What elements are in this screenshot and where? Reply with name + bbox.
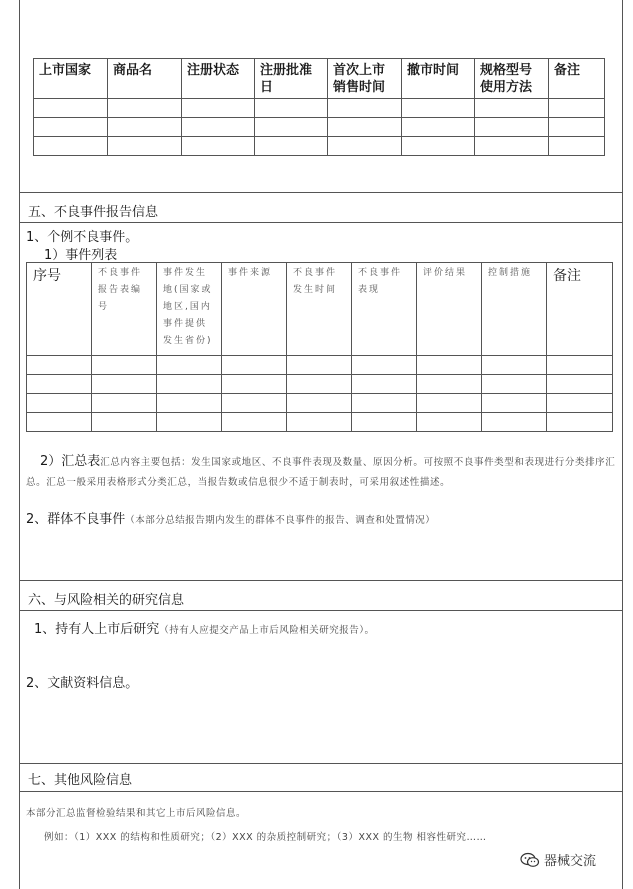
market-table-cell[interactable]	[549, 118, 605, 137]
events-table	[26, 262, 613, 432]
market-table-cell[interactable]	[182, 137, 255, 156]
market-table-cell[interactable]	[328, 99, 402, 118]
events-col-header: 不良事件报告表编号	[92, 263, 157, 356]
market-table-row	[34, 137, 605, 156]
market-col-header: 商品名	[108, 59, 182, 99]
watermark	[520, 850, 596, 869]
divider	[19, 763, 623, 764]
market-col-header: 备注	[549, 59, 605, 99]
events-table-cell[interactable]	[92, 375, 157, 394]
group-events	[26, 508, 435, 527]
market-table-row	[34, 99, 605, 118]
market-info-table	[33, 58, 605, 156]
market-table-cell[interactable]	[475, 99, 549, 118]
market-table-cell[interactable]	[108, 118, 182, 137]
events-col-header: 不良事件表现	[352, 263, 417, 356]
events-table-cell[interactable]	[547, 394, 613, 413]
market-table-cell[interactable]	[34, 137, 108, 156]
events-table-cell[interactable]	[417, 413, 482, 432]
market-table-cell[interactable]	[182, 99, 255, 118]
events-table-row	[27, 413, 613, 432]
events-table-cell[interactable]	[92, 413, 157, 432]
divider	[19, 222, 623, 223]
market-table-cell[interactable]	[108, 137, 182, 156]
market-col-header: 撤市时间	[402, 59, 475, 99]
events-table-row	[27, 375, 613, 394]
events-table-cell[interactable]	[482, 413, 547, 432]
market-table-cell[interactable]	[475, 118, 549, 137]
market-col-header: 注册状态	[182, 59, 255, 99]
events-table-header-row	[27, 263, 613, 356]
market-table-cell[interactable]	[255, 118, 328, 137]
summary-paragraph	[26, 452, 616, 493]
events-table-cell[interactable]	[222, 394, 287, 413]
market-table-row	[34, 118, 605, 137]
events-table-cell[interactable]	[157, 356, 222, 375]
summary-label: 2）汇总表	[40, 454, 101, 469]
events-table-cell[interactable]	[27, 413, 92, 432]
post-market-study	[34, 618, 375, 637]
events-table-cell[interactable]	[27, 356, 92, 375]
wechat-icon	[520, 852, 540, 868]
section7-desc: 本部分汇总监督检验结果和其它上市后风险信息。	[26, 808, 247, 819]
post-market-study-label: 1、持有人上市后研究	[34, 622, 160, 637]
market-table-cell[interactable]	[182, 118, 255, 137]
post-market-study-note: （持有人应提交产品上市后风险相关研究报告）。	[159, 625, 375, 636]
events-table-cell[interactable]	[287, 356, 352, 375]
events-table-cell[interactable]	[352, 375, 417, 394]
events-table-cell[interactable]	[157, 394, 222, 413]
market-table-cell[interactable]	[402, 99, 475, 118]
section5-title: 五、不良事件报告信息	[28, 205, 159, 220]
divider	[19, 791, 623, 792]
section7-title: 七、其他风险信息	[28, 773, 133, 788]
events-table-cell[interactable]	[482, 375, 547, 394]
events-col-header: 事件发生地(国家或地区,国内事件提供发生省份)	[157, 263, 222, 356]
market-table-cell[interactable]	[34, 118, 108, 137]
events-table-cell[interactable]	[417, 375, 482, 394]
section5-sub1: 1）事件列表	[44, 248, 118, 263]
market-table-cell[interactable]	[475, 137, 549, 156]
divider	[19, 610, 623, 611]
events-table-cell[interactable]	[547, 375, 613, 394]
events-col-header: 不良事件发生时间	[287, 263, 352, 356]
events-table-cell[interactable]	[352, 413, 417, 432]
events-table-row	[27, 394, 613, 413]
events-col-header: 备注	[547, 263, 613, 356]
literature-info: 2、文献资料信息。	[26, 676, 139, 691]
divider	[19, 580, 623, 581]
events-col-header: 事件来源	[222, 263, 287, 356]
section7-example: 例如：（1）XXX 的结构和性质研究；（2）XXX 的杂质控制研究；（3）XXX 的生物 相容性研究……	[44, 832, 487, 843]
events-table-cell[interactable]	[482, 356, 547, 375]
events-col-header: 评价结果	[417, 263, 482, 356]
market-col-header: 上市国家	[34, 59, 108, 99]
divider	[19, 192, 623, 193]
events-table-cell[interactable]	[352, 394, 417, 413]
market-table-header-row	[34, 59, 605, 99]
market-col-header: 注册批准日	[255, 59, 328, 99]
events-table-cell[interactable]	[222, 375, 287, 394]
events-table-cell[interactable]	[157, 375, 222, 394]
summary-text: 汇总内容主要包括：发生国家或地区、不良事件表现及数量、原因分析。可按照不良事件类型和表现进行分类排序汇总。汇总一般采用表格形式分类汇总，当报告数或信息很少不适于制表时，可采用叙述性描述。	[26, 457, 616, 488]
events-table-cell[interactable]	[547, 413, 613, 432]
events-table-cell[interactable]	[92, 356, 157, 375]
market-table-cell[interactable]	[402, 137, 475, 156]
section6-title: 六、与风险相关的研究信息	[28, 593, 185, 608]
events-table-row	[27, 356, 613, 375]
market-table-cell[interactable]	[402, 118, 475, 137]
events-table-cell[interactable]	[27, 394, 92, 413]
market-table-cell[interactable]	[549, 99, 605, 118]
events-col-header: 序号	[27, 263, 92, 356]
events-table-cell[interactable]	[352, 356, 417, 375]
group-events-label: 2、群体不良事件	[26, 512, 126, 527]
events-table-cell[interactable]	[287, 375, 352, 394]
market-col-header: 首次上市销售时间	[328, 59, 402, 99]
events-table-cell[interactable]	[287, 394, 352, 413]
events-table-cell[interactable]	[417, 356, 482, 375]
events-table-cell[interactable]	[222, 356, 287, 375]
events-table-cell[interactable]	[157, 413, 222, 432]
watermark-text: 器械交流	[544, 854, 597, 869]
market-table-cell[interactable]	[328, 137, 402, 156]
market-table-cell[interactable]	[255, 99, 328, 118]
events-table-cell[interactable]	[92, 394, 157, 413]
group-events-note: （本部分总结报告期内发生的群体不良事件的报告、调查和处置情况）	[125, 515, 436, 526]
events-table-cell[interactable]	[482, 394, 547, 413]
events-table-cell[interactable]	[417, 394, 482, 413]
market-table-cell[interactable]	[549, 137, 605, 156]
events-table-cell[interactable]	[222, 413, 287, 432]
events-table-cell[interactable]	[547, 356, 613, 375]
market-table-cell[interactable]	[108, 99, 182, 118]
market-table-cell[interactable]	[328, 118, 402, 137]
market-table-cell[interactable]	[34, 99, 108, 118]
events-table-cell[interactable]	[287, 413, 352, 432]
market-table-cell[interactable]	[255, 137, 328, 156]
events-col-header: 控制措施	[482, 263, 547, 356]
events-table-cell[interactable]	[27, 375, 92, 394]
market-col-header: 规格型号使用方法	[475, 59, 549, 99]
section5-item1: 1、个例不良事件。	[26, 230, 139, 245]
